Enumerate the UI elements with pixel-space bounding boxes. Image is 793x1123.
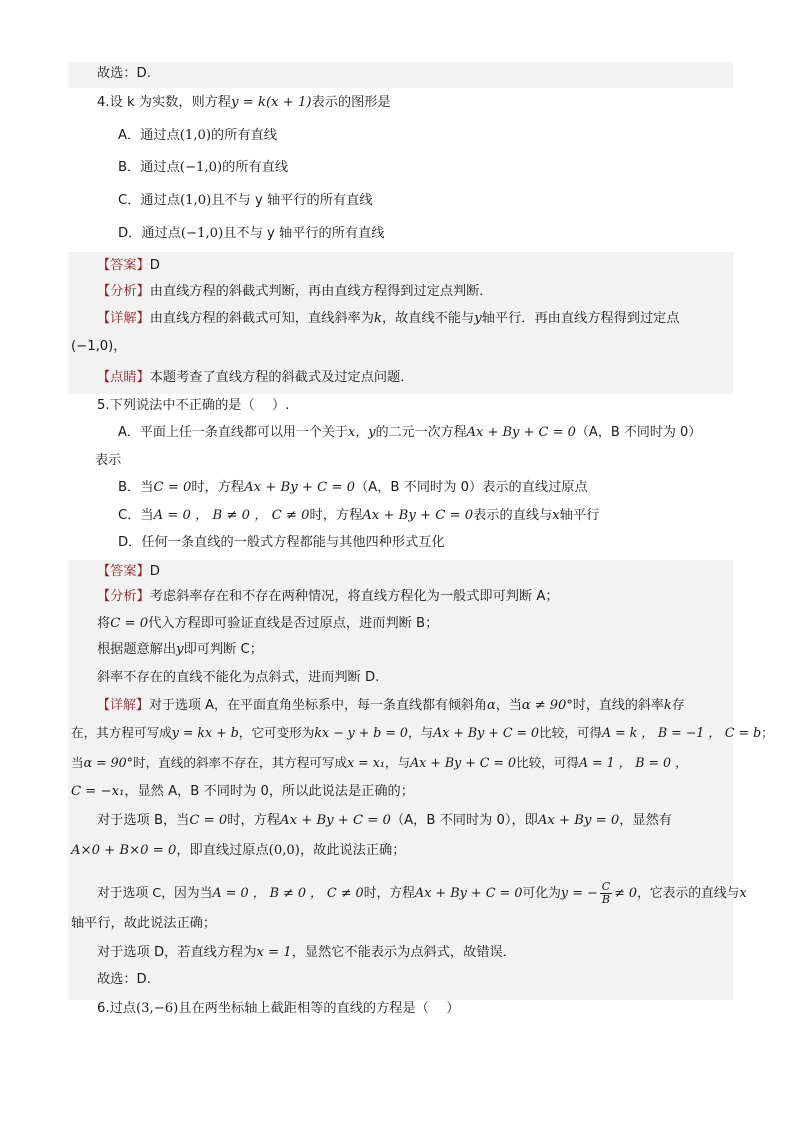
q5-analysis-y: y	[176, 642, 184, 657]
q4-answer	[97, 256, 160, 276]
q6-stem-text-a: 6.过点	[97, 1001, 136, 1016]
q5-detail-text-5d: ，显然有	[619, 813, 672, 828]
q5-detail-eq7: Ax + By + C = 0	[414, 886, 523, 901]
q5-option-c-x: x	[552, 508, 560, 523]
q5-analysis-eq: C = 0	[110, 616, 149, 631]
q4-option-a-point: (1,0)	[179, 128, 212, 143]
q5-detail-text-3c: ，与	[384, 755, 411, 770]
q5-analysis-text-1: 考虑斜率存在和不存在两种情况，将直线方程化为一般式即可判断 A；	[149, 589, 559, 604]
q4-option-d-prefix: D．通过点	[118, 226, 181, 241]
q5-option-b	[118, 478, 588, 498]
q5-analysis-tag: 【分析】	[97, 589, 150, 604]
q4-option-a	[118, 126, 277, 146]
q5-detail-text-7a: 对于选项 C，因为当	[97, 886, 213, 901]
q4-option-a-prefix: A．通过点	[118, 128, 180, 143]
q4-comment-tag: 【点睛】	[97, 370, 150, 385]
q5-detail-alpha: α	[487, 698, 496, 713]
q5-detail-eq4-1: C = −x₁	[71, 784, 125, 799]
q4-option-d-suffix: 且不与 y 轴平行的所有直线	[223, 226, 385, 241]
q5-detail-eq3-2: Ax + By + C = 0	[410, 755, 516, 770]
q5-detail-text-9a: 对于选项 D，若直线方程为	[97, 945, 257, 960]
q5-analysis-text-2b: 代入方程即可验证直线是否过原点，进而判断 B；	[148, 616, 439, 631]
q5-option-b-eq: Ax + By + C = 0	[244, 480, 355, 495]
q5-detail-fraction-num: C	[601, 880, 611, 893]
q4-option-b-suffix: 的所有直线	[222, 160, 289, 175]
q5-detail-text-1d: 存	[671, 698, 685, 713]
q5-detail-text-1a: 对于选项 A，在平面直角坐标系中，每一条直线都有倾斜角	[149, 698, 488, 713]
q5-detail-eq3-1: x = x₁	[347, 755, 385, 770]
q5-detail-line-8: 轴平行，故此说法正确；	[71, 916, 217, 931]
q4-answer-value: D	[149, 258, 160, 273]
q5-detail-line-2	[71, 723, 774, 743]
q5-detail-text-4b: ，显然 A，B 不同时为 0，所以此说法是正确的；	[124, 784, 414, 799]
q5-option-a-xy: x，y	[347, 425, 376, 440]
q5-detail-text-5a: 对于选项 B，当	[97, 813, 190, 828]
answer-block-prev	[68, 62, 733, 88]
q5-stem: 5.下列说法中不正确的是（ ）.	[97, 398, 290, 413]
q5-option-a-text-1: A．平面上任一条直线都可以用一个关于	[118, 425, 348, 440]
q4-stem-prefix: 4.设 k 为实数，则方程	[97, 95, 232, 110]
q5-option-c-text-4: 轴平行	[559, 508, 600, 523]
q5-detail-text-3b: 时，直线的斜率不存在，其方程可写成	[132, 755, 348, 770]
q5-detail-line-6	[71, 841, 405, 861]
q4-detail-text-c: 轴平行．再由直线方程得到过定点	[481, 311, 680, 326]
q5-option-b-c0: C = 0	[153, 480, 192, 495]
q5-detail-text-9b: ，显然它不能表示为点斜式，故错误．	[291, 945, 516, 960]
q4-option-b	[118, 158, 288, 178]
q5-detail-eq4: A = k ， B = −1 ， C = b	[602, 725, 762, 740]
q5-detail-line-5	[97, 811, 672, 831]
q4-detail-text-b: ，故直线不能与	[381, 311, 475, 326]
q5-detail-ne0: ≠ 0	[614, 886, 638, 901]
q5-option-c	[118, 506, 599, 526]
q5-conclusion: 故选：D.	[97, 972, 151, 987]
q5-detail-text-2c: ，与	[407, 725, 434, 740]
q5-analysis-line-3	[97, 640, 263, 660]
q4-option-b-prefix: B．通过点	[118, 160, 180, 175]
q5-detail-eq5-2: Ax + By = 0	[537, 813, 620, 828]
q5-detail-eq3-3: A = 1 ， B = 0 ，	[578, 755, 688, 770]
q4-option-c-suffix: 且不与 y 轴平行的所有直线	[211, 193, 373, 208]
q5-option-c-text-1: C．当	[118, 508, 154, 523]
q5-option-c-eq: Ax + By + C = 0	[362, 508, 474, 523]
q5-answer	[97, 562, 160, 582]
q5-detail-text-1c: 时，直线的斜率	[572, 698, 664, 713]
q5-detail-fraction-den: B	[601, 893, 610, 906]
q4-analysis-text: 由直线方程的斜截式判断，再由直线方程得到过定点判断．	[149, 284, 493, 299]
q4-detail-y: y	[474, 311, 482, 326]
q5-analysis-text-3a: 根据题意解出	[97, 642, 177, 657]
q5-detail-text-6a: ，即直线过原点	[176, 843, 269, 858]
q4-option-c-prefix: C．通过点	[118, 193, 180, 208]
q5-answer-value: D	[149, 564, 160, 579]
q5-detail-text-5c: （A，B 不同时为 0），即	[390, 813, 538, 828]
q4-comment	[97, 368, 414, 388]
q5-detail-text-3a: 当	[71, 755, 84, 770]
q5-detail-k: k	[663, 698, 672, 713]
q4-option-b-point: (−1,0)	[179, 160, 223, 175]
q4-analysis	[97, 282, 493, 302]
q5-detail-text-7c: 可化为	[522, 886, 561, 901]
q6-stem-point: (3,−6)	[135, 1001, 179, 1016]
q5-option-a-eq: Ax + By + C = 0	[466, 425, 576, 440]
q5-option-c-cond: A = 0 ， B ≠ 0 ， C ≠ 0	[153, 508, 310, 523]
q5-detail-eq2: kx − y + b = 0	[314, 725, 408, 740]
q5-option-a-line-1	[118, 423, 701, 443]
q5-answer-tag: 【答案】	[97, 564, 150, 579]
q5-detail-cond-7: A = 0 ， B ≠ 0 ， C ≠ 0	[212, 886, 364, 901]
q5-detail-eq3: Ax + By + C = 0	[433, 725, 540, 740]
q5-option-a-text-3: （A，B 不同时为 0）	[575, 425, 702, 440]
q5-option-b-text-3: （A，B 不同时为 0）表示的直线过原点	[355, 480, 588, 495]
q5-detail-eq1: y = kx + b	[171, 725, 239, 740]
q4-option-d	[118, 224, 384, 244]
q4-analysis-tag: 【分析】	[97, 284, 150, 299]
q5-detail-text-7b: 时，方程	[363, 886, 415, 901]
q5-detail-line-1	[97, 696, 685, 716]
prev-conclusion: 故选：D.	[97, 66, 151, 81]
q5-detail-text-2d: 比较，可得	[539, 725, 603, 740]
q5-option-b-text-1: B．当	[118, 480, 154, 495]
q4-detail-tag: 【详解】	[97, 311, 150, 326]
q5-detail-x: x	[739, 886, 747, 901]
q5-detail-cond-3: α = 90°	[83, 755, 133, 770]
q5-detail-text-7d: ，它表示的直线与	[637, 886, 740, 901]
q5-detail-text-1b: ，当	[495, 698, 522, 713]
q5-option-b-text-2: 时，方程	[191, 480, 245, 495]
q5-analysis-line-1	[97, 587, 559, 607]
q5-detail-fraction	[600, 881, 612, 906]
q5-detail-line-9	[97, 943, 516, 963]
q4-stem-formula: y = k(x + 1)	[231, 95, 312, 110]
q5-detail-eq5: Ax + By + C = 0	[280, 813, 391, 828]
q5-detail-text-5b: 时，方程	[227, 813, 281, 828]
q5-detail-c0: C = 0	[189, 813, 228, 828]
q5-detail-text-2b: ，它可变形为	[238, 725, 315, 740]
q4-detail-k: k	[373, 311, 382, 326]
q6-stem	[97, 999, 459, 1019]
q4-option-c-point: (1,0)	[179, 193, 212, 208]
q4-option-c	[118, 191, 372, 211]
q5-detail-cond: α ≠ 90°	[521, 698, 573, 713]
q5-analysis-text-2a: 将	[97, 616, 111, 631]
q4-comment-text: 本题考查了直线方程的斜截式及过定点问题．	[149, 370, 414, 385]
q5-option-c-text-2: 时，方程	[309, 508, 363, 523]
q5-option-a-line-2: 表示	[95, 453, 122, 468]
q4-detail-text-a: 由直线方程的斜截式可知，直线斜率为	[149, 311, 374, 326]
q4-stem	[97, 93, 391, 113]
q5-detail-tag: 【详解】	[97, 698, 150, 713]
q4-detail-line-2: (−1,0)，	[71, 339, 127, 354]
q4-answer-tag: 【答案】	[97, 258, 150, 273]
q6-stem-text-b: 且在两坐标轴上截距相等的直线的方程是（ ）	[178, 1001, 460, 1016]
q5-detail-text-2a: 在，其方程可写成	[71, 725, 172, 740]
q5-detail-eq6: A×0 + B×0 = 0	[71, 843, 177, 858]
q5-detail-text-6b: ，故此说法正确；	[299, 843, 406, 858]
q5-detail-eq9: x = 1	[256, 945, 292, 960]
q5-detail-text-3d: 比较，可得	[515, 755, 579, 770]
q5-detail-line-3	[71, 753, 688, 773]
q4-option-a-suffix: 的所有直线	[211, 128, 277, 143]
q5-detail-y-eq: y = −	[560, 886, 598, 901]
q5-option-d: D．任何一条直线的一般式方程都能与其他四种形式互化	[118, 535, 445, 550]
q5-detail-line-7	[97, 879, 747, 909]
q5-analysis-line-2	[97, 614, 438, 634]
q5-option-c-text-3: 表示的直线与	[473, 508, 553, 523]
q5-analysis-line-4: 斜率不存在的直线不能化为点斜式，进而判断 D.	[97, 670, 380, 685]
q5-detail-text-2e: ；	[761, 725, 774, 740]
q5-detail-line-4	[71, 782, 414, 802]
q5-detail-origin: (0,0)	[268, 843, 300, 858]
q4-option-d-point: (−1,0)	[180, 226, 224, 241]
q5-option-a-text-2: 的二元一次方程	[375, 425, 467, 440]
q5-analysis-text-3b: 即可判断 C；	[183, 642, 263, 657]
q4-detail-line-1	[97, 309, 680, 329]
q4-stem-suffix: 表示的图形是	[311, 95, 391, 110]
